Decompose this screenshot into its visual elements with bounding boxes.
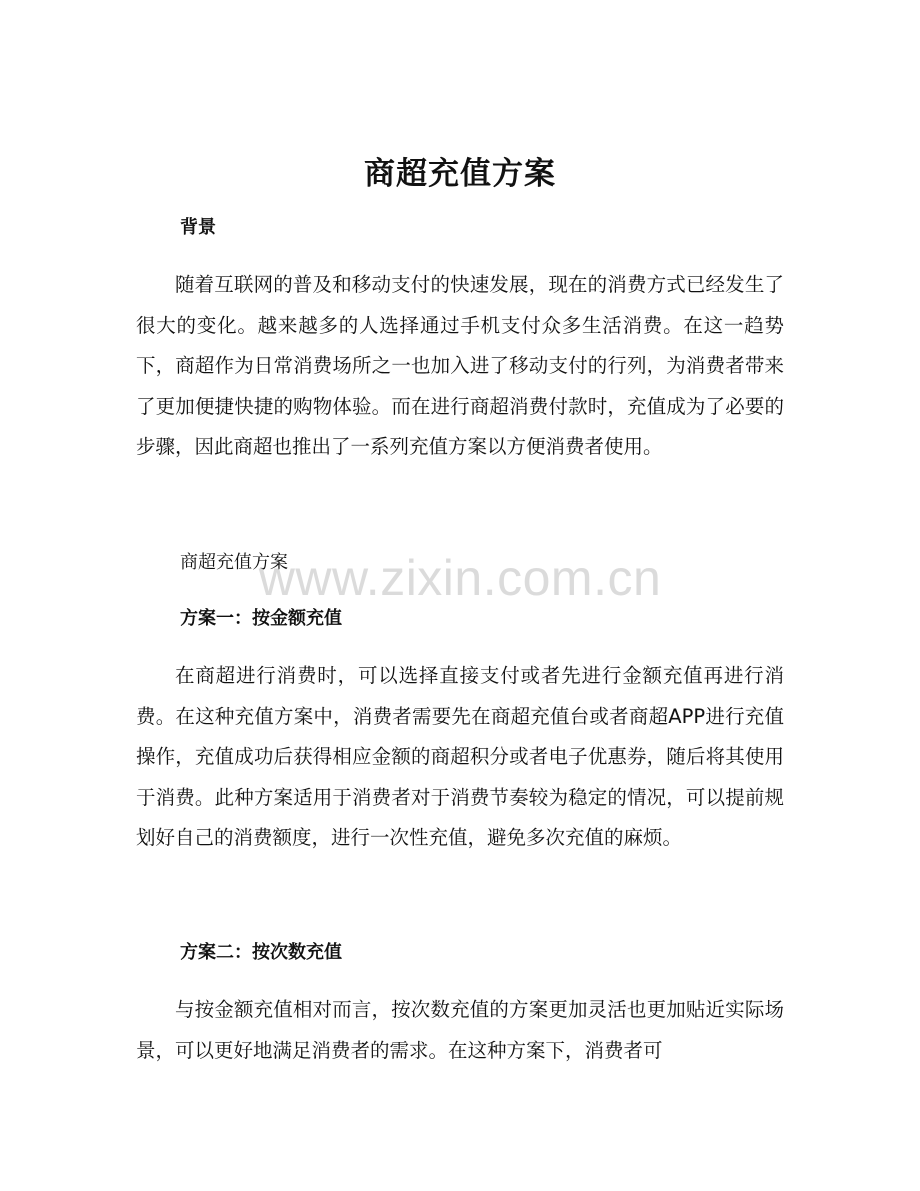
paragraph-plan-one: 在商超进行消费时，可以选择直接支付或者先进行金额充值再进行消费。在这种充值方案中，消费者需要先在商超充值台或者商超APP进行充值操作，充值成功后获得相应金额的商超积分或者电子优惠券，随后将其使用于消费。此种方案适用于消费者对于消费节奏较为稳定的情况，可以提前规划好自己的消费额度，进行一次性充值，避免多次充值的麻烦。 <box>136 664 784 849</box>
paragraph-plan-two: 与按金额充值相对而言，按次数充值的方案更加灵活也更加贴近实际场景，可以更好地满足消费者的需求。在这种方案下，消费者可 <box>136 998 784 1062</box>
paragraph-background: 随着互联网的普及和移动支付的快速发展，现在的消费方式已经发生了很大的变化。越来越多的人选择通过手机支付众多生活消费。在这一趋势下，商超作为日常消费场所之一也加入进了移动支付的行列，为消费者带来了更加便捷快捷的购物体验。而在进行商超消费付款时，充值成为了必要的步骤，因此商超也推出了一系列充值方案以方便消费者使用。 <box>136 273 784 458</box>
watermark: www.zixin.com.cn <box>258 550 662 606</box>
document-title: 商超充值方案 <box>364 156 556 192</box>
section-heading-plans: 商超充值方案 <box>180 552 288 573</box>
section-heading-plan-two: 方案二：按次数充值 <box>180 942 342 963</box>
section-heading-background: 背景 <box>180 217 216 238</box>
section-heading-plan-one: 方案一：按金额充值 <box>180 608 342 629</box>
